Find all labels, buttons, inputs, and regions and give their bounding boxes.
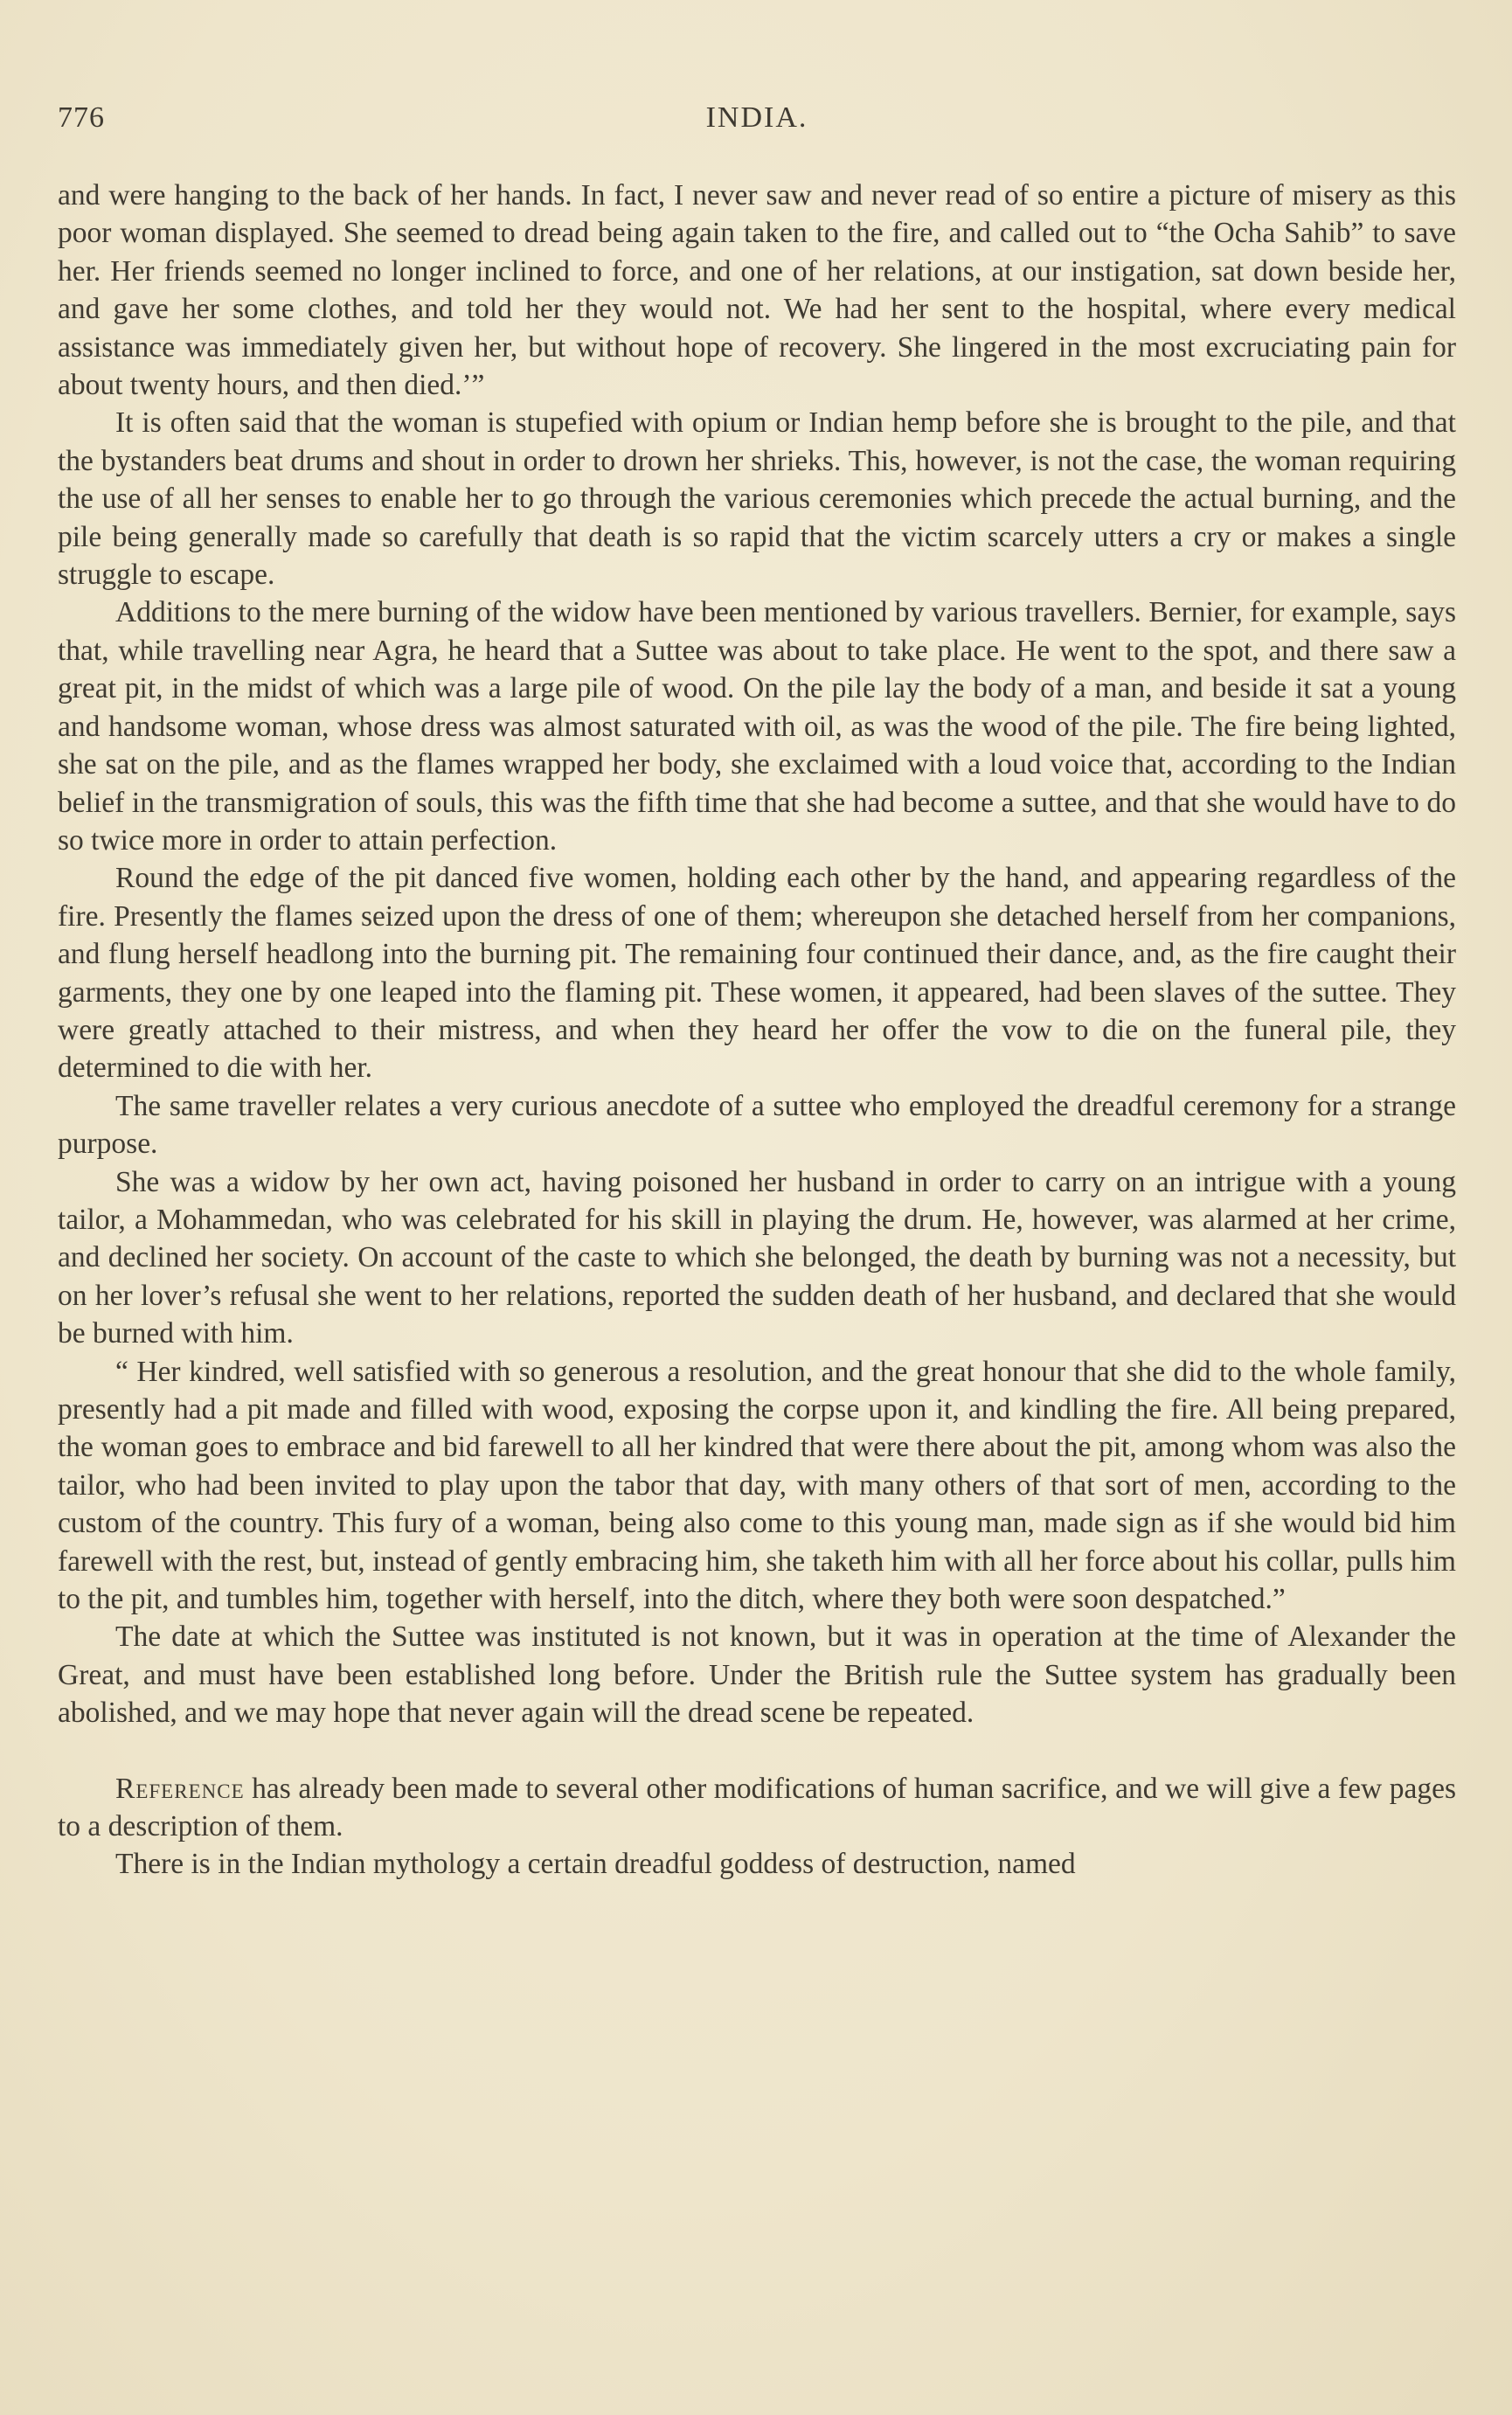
body-text bbox=[58, 177, 1456, 1884]
paragraph-text: has already been made to several other modifications of human sacrifice, and we will give a few pages to a description of them. bbox=[58, 1772, 1456, 1843]
paragraph: “ Her kindred, well satisfied with so generous a resolution, and the great honour that she did to the whole family, presently had a pit made and filled with wood, exposing the corpse upon it, and kindling the fire. All being prepared, the woman goes to embrace and bid farewell to all her kindred that were there about the pit, among whom was also the tailor, who had been invited to play upon the tabor that day, with many others of that sort of men, according to the custom of the country. This fury of a woman, being also come to this young man, made sign as if she would bid him farewell with the rest, but, instead of gently embracing him, she taketh him with all her force about his collar, pulls him to the pit, and tumbles him, together with herself, into the ditch, where they both were soon despatched.” bbox=[58, 1355, 1456, 1616]
section-lead-word: Reference bbox=[115, 1772, 245, 1805]
paragraph: The same traveller relates a very curious anecdote of a suttee who employed the dreadful ceremony for a strange purpose. bbox=[58, 1089, 1456, 1161]
paragraph: She was a widow by her own act, having poisoned her husband in order to carry on an intrigue with a young tailor, a Mohammedan, who was celebrated for his skill in playing the drum. He, however, was alarmed at her crime, and declined her society. On account of the caste to which she belonged, the death by burning was not a necessity, but on her lover’s refusal she went to her relations, reported the sudden death of her husband, and declared that she would be burned with him. bbox=[58, 1165, 1456, 1350]
paragraph: It is often said that the woman is stupefied with opium or Indian hemp before she is brought to the pile, and that the bystanders beat drums and shout in order to drown her shrieks. This, however, is not the case, the woman requiring the use of all her senses to enable her to go through the various ceremonies which precede the actual burning, and the pile being generally made so carefully that death is so rapid that the victim scarcely utters a cry or makes a single struggle to escape. bbox=[58, 406, 1456, 592]
paragraph bbox=[58, 1770, 1456, 1846]
paragraph: and were hanging to the back of her hands. In fact, I never saw and never read of so entire a picture of misery as this poor woman displayed. She seemed to dread being again taken to the fire, and called out to “the Ocha Sahib” to save her. Her friends seemed no longer inclined to force, and one of her relations, at our instigation, sat down beside her, and gave her some clothes, and told her they would not. We had her sent to the hospital, where every medical assistance was immediately given her, but without hope of recovery. She lingered in the most excruciating pain for about twenty hours, and then died.’” bbox=[58, 179, 1456, 402]
page-number: 776 bbox=[58, 101, 105, 134]
paragraph: The date at which the Suttee was instituted is not known, but it was in operation at the time of Alexander the Great, and must have been established long before. Under the British rule the Suttee system has gradually been abolished, and we may hope that never again will the dread scene be repeated. bbox=[58, 1620, 1456, 1730]
paragraph: Round the edge of the pit danced five women, holding each other by the hand, and appearing regardless of the fire. Presently the flames seized upon the dress of one of them; whereupon she detached herself from her companions, and flung herself headlong into the burning pit. The remaining four continued their dance, and, as the fire caught their garments, they one by one leaped into the flaming pit. These women, it appeared, had been slaves of the suttee. They were greatly attached to their mistress, and when they heard her offer the vow to die on the funeral pile, they determined to die with her. bbox=[58, 862, 1456, 1085]
page-header bbox=[58, 101, 1456, 145]
paragraph: Additions to the mere burning of the widow have been mentioned by various travellers. Bernier, for example, says that, while travelling near Agra, he heard that a Suttee was about to take place. He went to the spot, and there saw a great pit, in the midst of which was a large pile of wood. On the pile lay the body of a man, and beside it sat a young and handsome woman, whose dress was almost saturated with oil, as was the wood of the pile. The fire being lighted, she sat on the pile, and as the flames wrapped her body, she exclaimed with a loud voice that, according to the Indian belief in the transmigration of souls, this was the fifth time that she had become a suttee, and that she would have to do so twice more in order to attain perfection. bbox=[58, 596, 1456, 857]
paragraph: There is in the Indian mythology a certain dreadful goddess of destruction, named bbox=[115, 1848, 1076, 1881]
running-head: INDIA. bbox=[705, 101, 808, 134]
